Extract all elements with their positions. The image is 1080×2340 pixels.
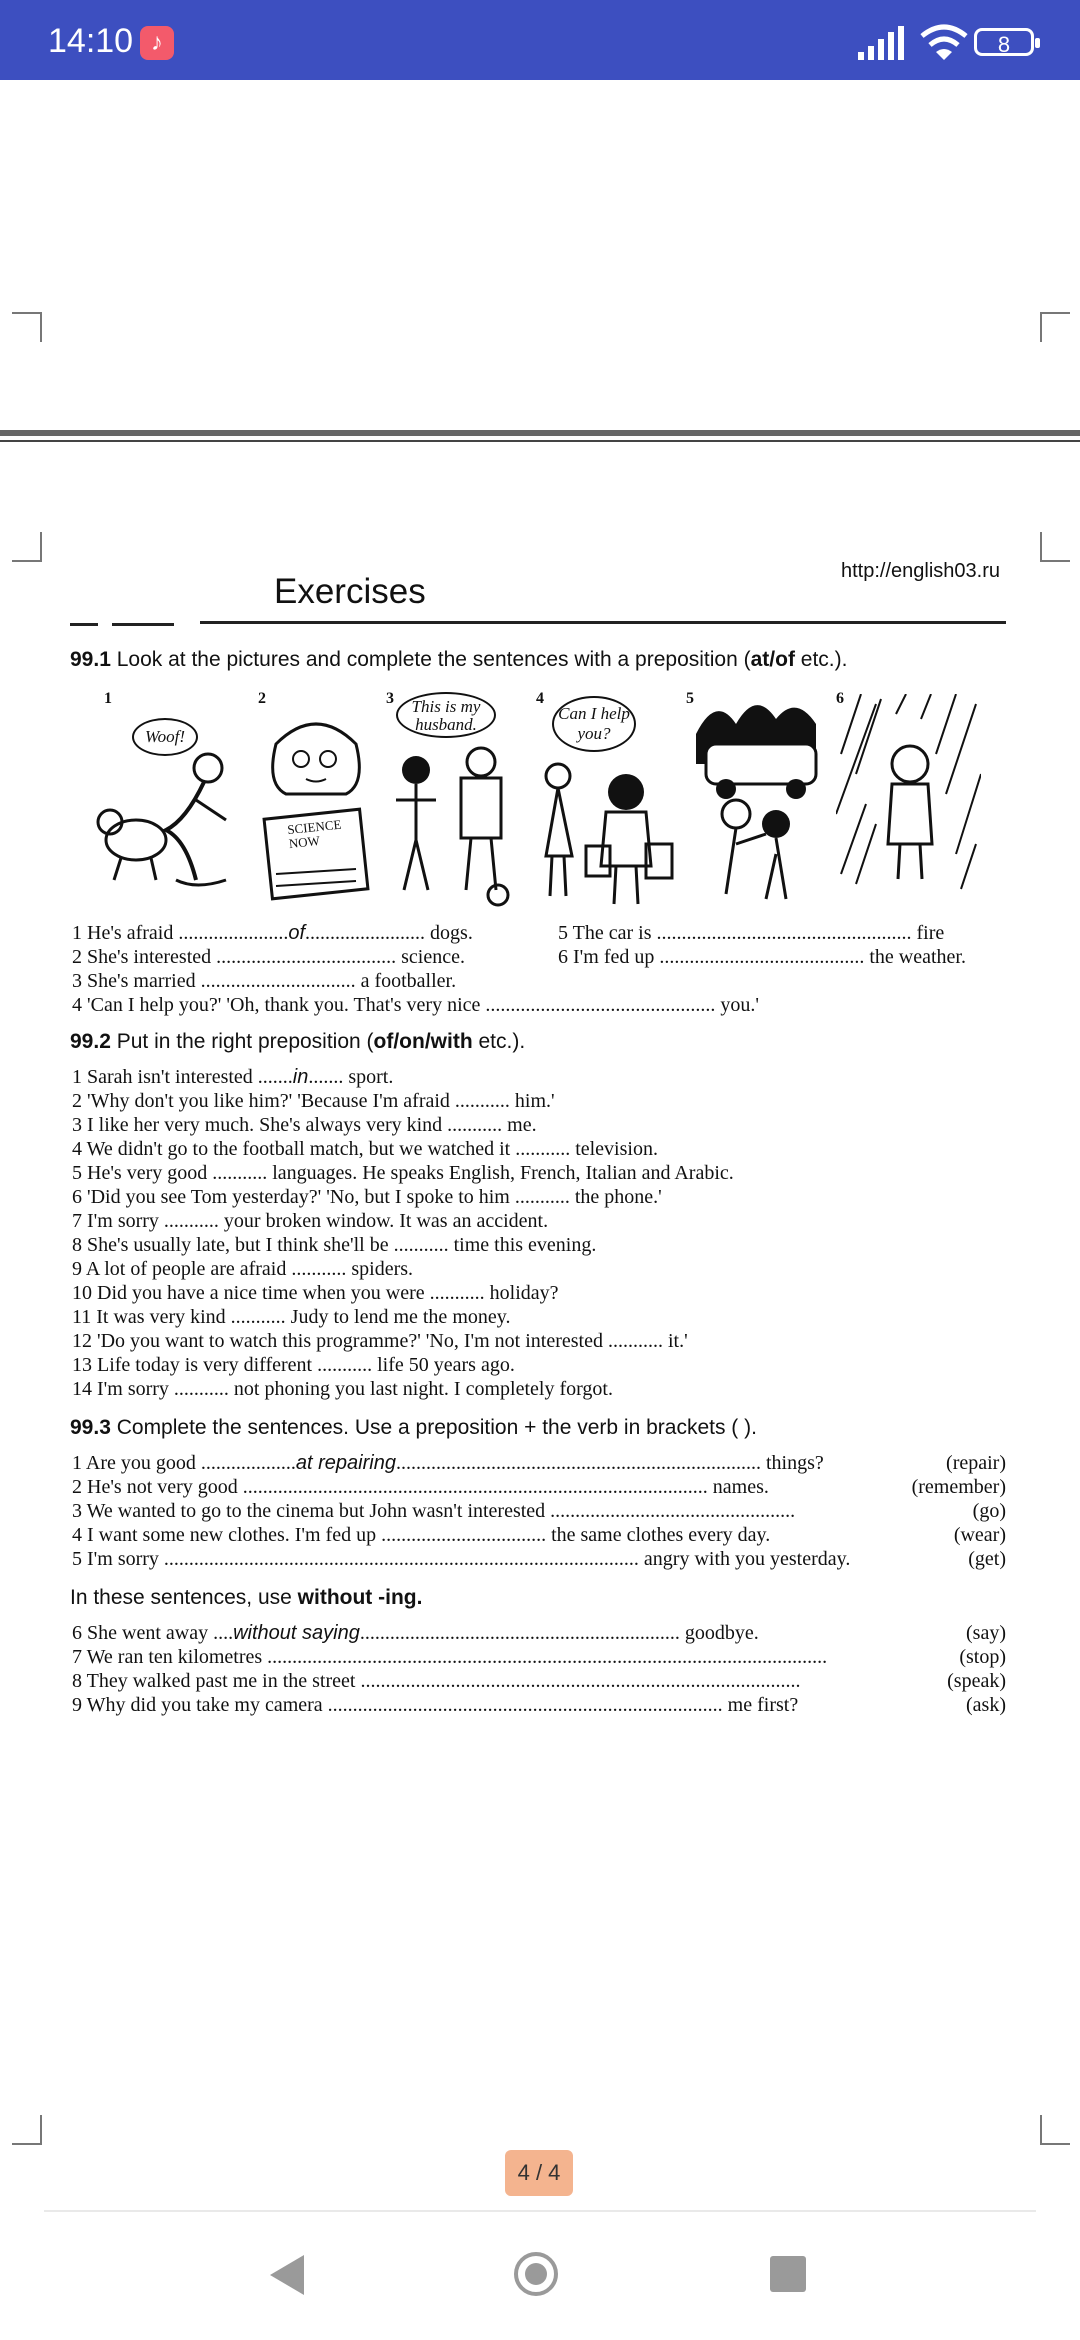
signal-icon [858,26,910,60]
exercise-99-3-line: 9 Why did you take my camera ............................................................................... me first? [72,1694,799,1716]
exercise-99-2-line: 10 Did you have a nice time when you were ........... holiday? [72,1282,559,1304]
page-title: Exercises [274,572,426,611]
exercise-99-1-line-5: 5 The car is ................................................... fire [558,922,945,944]
exercise-99-3-line [72,1452,824,1475]
exercise-99-2-line: 3 I like her very much. She's always very kind ........... me. [72,1114,537,1136]
verb-hint: (wear) [953,1524,1006,1546]
exercise-instruction-bold: of/on/with [373,1030,473,1053]
status-bar [0,0,1080,80]
handwritten-answer: at repairing [295,1452,396,1474]
verb-hint: (say) [966,1622,1006,1644]
verb-hint: (stop) [959,1646,1006,1668]
illustration-2 [256,690,376,908]
page-corner-mark [1040,532,1070,562]
exercise-99-3-line: 4 I want some new clothes. I'm fed up ................................. the same clothes every day. [72,1524,771,1546]
verb-hint: (speak) [947,1670,1006,1692]
verb-hint: (ask) [966,1694,1006,1716]
status-time: 14:10 [48,22,134,60]
exercise-99-3-line: 8 They walked past me in the street ........................................................................................ [72,1670,801,1692]
couple-drawing [386,740,526,908]
page-corner-mark [12,312,42,342]
wifi-icon [920,24,968,62]
handwritten-answer: of [288,922,306,944]
sentence-text: 6 She went away .... [72,1622,234,1644]
exercise-99-2-line [72,1066,393,1089]
illustration-number: 2 [258,690,266,707]
page-corner-mark [12,2115,42,2145]
speech-bubble: Can I help you? [552,696,636,752]
home-icon[interactable] [514,2252,558,2296]
exercise-99-2-line: 9 A lot of people are afraid ........... spiders. [72,1258,414,1280]
illustration-6 [836,690,981,908]
exercise-99-2-line: 11 It was very kind ........... Judy to lend me the money. [72,1306,511,1328]
exercise-number: 99.3 [70,1416,111,1439]
recent-apps-icon[interactable] [770,2256,806,2292]
exercise-99-2-line: 2 'Why don't you like him?' 'Because I'm afraid ........... him.' [72,1090,555,1112]
sentence-text: ......................................................................... things? [395,1452,824,1474]
nav-divider [44,2210,1036,2212]
tiktok-notification-icon: ♪ [140,26,174,60]
exercise-99-3-line: 7 We ran ten kilometres ................................................................................................................ [72,1646,828,1668]
battery-icon: 8 [974,28,1034,56]
exercise-99-1-line-6: 6 I'm fed up ......................................... the weather. [558,946,966,968]
subheading-text: In these sentences, use [70,1586,298,1609]
speech-bubble: Woof! [132,718,198,756]
sentence-text: 1 Sarah isn't interested ....... [72,1066,293,1088]
illustration-1 [96,690,236,908]
exercise-illustrations [96,690,986,908]
page-divider [0,430,1080,436]
header-rule [200,621,1006,624]
verb-hint: (get) [968,1548,1006,1570]
subheading-bold: without -ing. [297,1586,423,1609]
page-divider [0,440,1080,442]
exercise-99-1-heading [70,648,847,672]
exercise-99-2-line: 12 'Do you want to watch this programme?' 'No, I'm not interested ........... it.' [72,1330,688,1352]
page-corner-mark [1040,2115,1070,2145]
page-corner-mark [12,532,42,562]
illustration-number: 3 [386,690,394,707]
exercise-instruction: Look at the pictures and complete the sentences with a preposition ( [116,648,751,671]
sentence-text: ................................................................ goodbye. [359,1622,759,1644]
exercise-instruction: etc.). [472,1030,526,1053]
illustration-number: 4 [536,690,544,707]
car-on-fire-drawing [686,694,826,906]
exercise-99-2-heading [70,1030,525,1054]
exercise-99-3-heading [70,1416,757,1440]
exercise-99-3-line: 5 I'm sorry ............................................................................................... angry with you yesterday. [72,1548,851,1570]
exercise-99-2-line: 5 He's very good ........... languages. He speaks English, French, Italian and Arabic. [72,1162,734,1184]
magazine-title: SCIENCE NOW [286,816,343,852]
exercise-99-2-line: 6 'Did you see Tom yesterday?' 'No, but I spoke to him ........... the phone.' [72,1186,662,1208]
exercise-99-1-line-1 [72,922,473,945]
exercise-99-1-line-2: 2 She's interested .................................... science. [72,946,465,968]
exercise-99-3-line: 3 We wanted to go to the cinema but John wasn't interested ................................................. [72,1500,796,1522]
exercise-99-2-line: 8 She's usually late, but I think she'll be ........... time this evening. [72,1234,597,1256]
exercise-instruction-bold: at/of [750,648,795,671]
dog-and-man-drawing [96,730,236,900]
exercise-99-2-line: 13 Life today is very different ........... life 50 years ago. [72,1354,515,1376]
illustration-3 [386,690,526,908]
illustration-number: 5 [686,690,694,707]
rainy-weather-drawing [836,694,981,894]
verb-hint: (go) [972,1500,1006,1522]
handwritten-answer: in [292,1066,309,1088]
sentence-text: 1 He's afraid ...................... [72,922,289,944]
header-rule [70,623,98,626]
shop-assistant-drawing [536,756,676,908]
exercise-99-1-line-3: 3 She's married ............................... a footballer. [72,970,457,992]
handwritten-answer: without saying [233,1622,360,1644]
exercise-number: 99.1 [70,648,111,671]
exercise-instruction: etc.). [794,648,848,671]
exercise-99-3-subheading [70,1586,422,1610]
exercise-number: 99.2 [70,1030,111,1053]
exercise-instruction: Put in the right preposition ( [116,1030,374,1053]
exercise-99-3-line [72,1622,759,1645]
sentence-text: ........................ dogs. [305,922,473,944]
verb-hint: (remember) [911,1476,1006,1498]
illustration-number: 1 [104,690,112,707]
speech-bubble: This is my husband. [396,692,496,738]
sentence-text: ....... sport. [308,1066,394,1088]
illustration-4 [536,690,676,908]
exercise-99-2-line: 14 I'm sorry ........... not phoning you last night. I completely forgot. [72,1378,613,1400]
illustration-5 [686,690,826,908]
exercise-99-1-line-4: 4 'Can I help you?' 'Oh, thank you. That's very nice .............................................. you.' [72,994,760,1016]
exercise-instruction: Complete the sentences. Use a preposition + the verb in brackets ( ). [116,1416,757,1439]
exercise-99-3-line: 2 He's not very good ............................................................................................. names. [72,1476,769,1498]
sentence-text: 1 Are you good ................... [72,1452,296,1474]
verb-hint: (repair) [946,1452,1006,1474]
exercise-99-2-line: 4 We didn't go to the football match, but we watched it ........... television. [72,1138,658,1160]
back-icon[interactable] [270,2255,304,2295]
page-corner-mark [1040,312,1070,342]
woman-reading-drawing [256,704,376,904]
page-url: http://english03.ru [841,560,1000,582]
illustration-number: 6 [836,690,844,707]
page-indicator[interactable]: 4 / 4 [505,2150,573,2196]
header-rule [112,623,174,626]
exercise-99-2-line: 7 I'm sorry ........... your broken window. It was an accident. [72,1210,549,1232]
